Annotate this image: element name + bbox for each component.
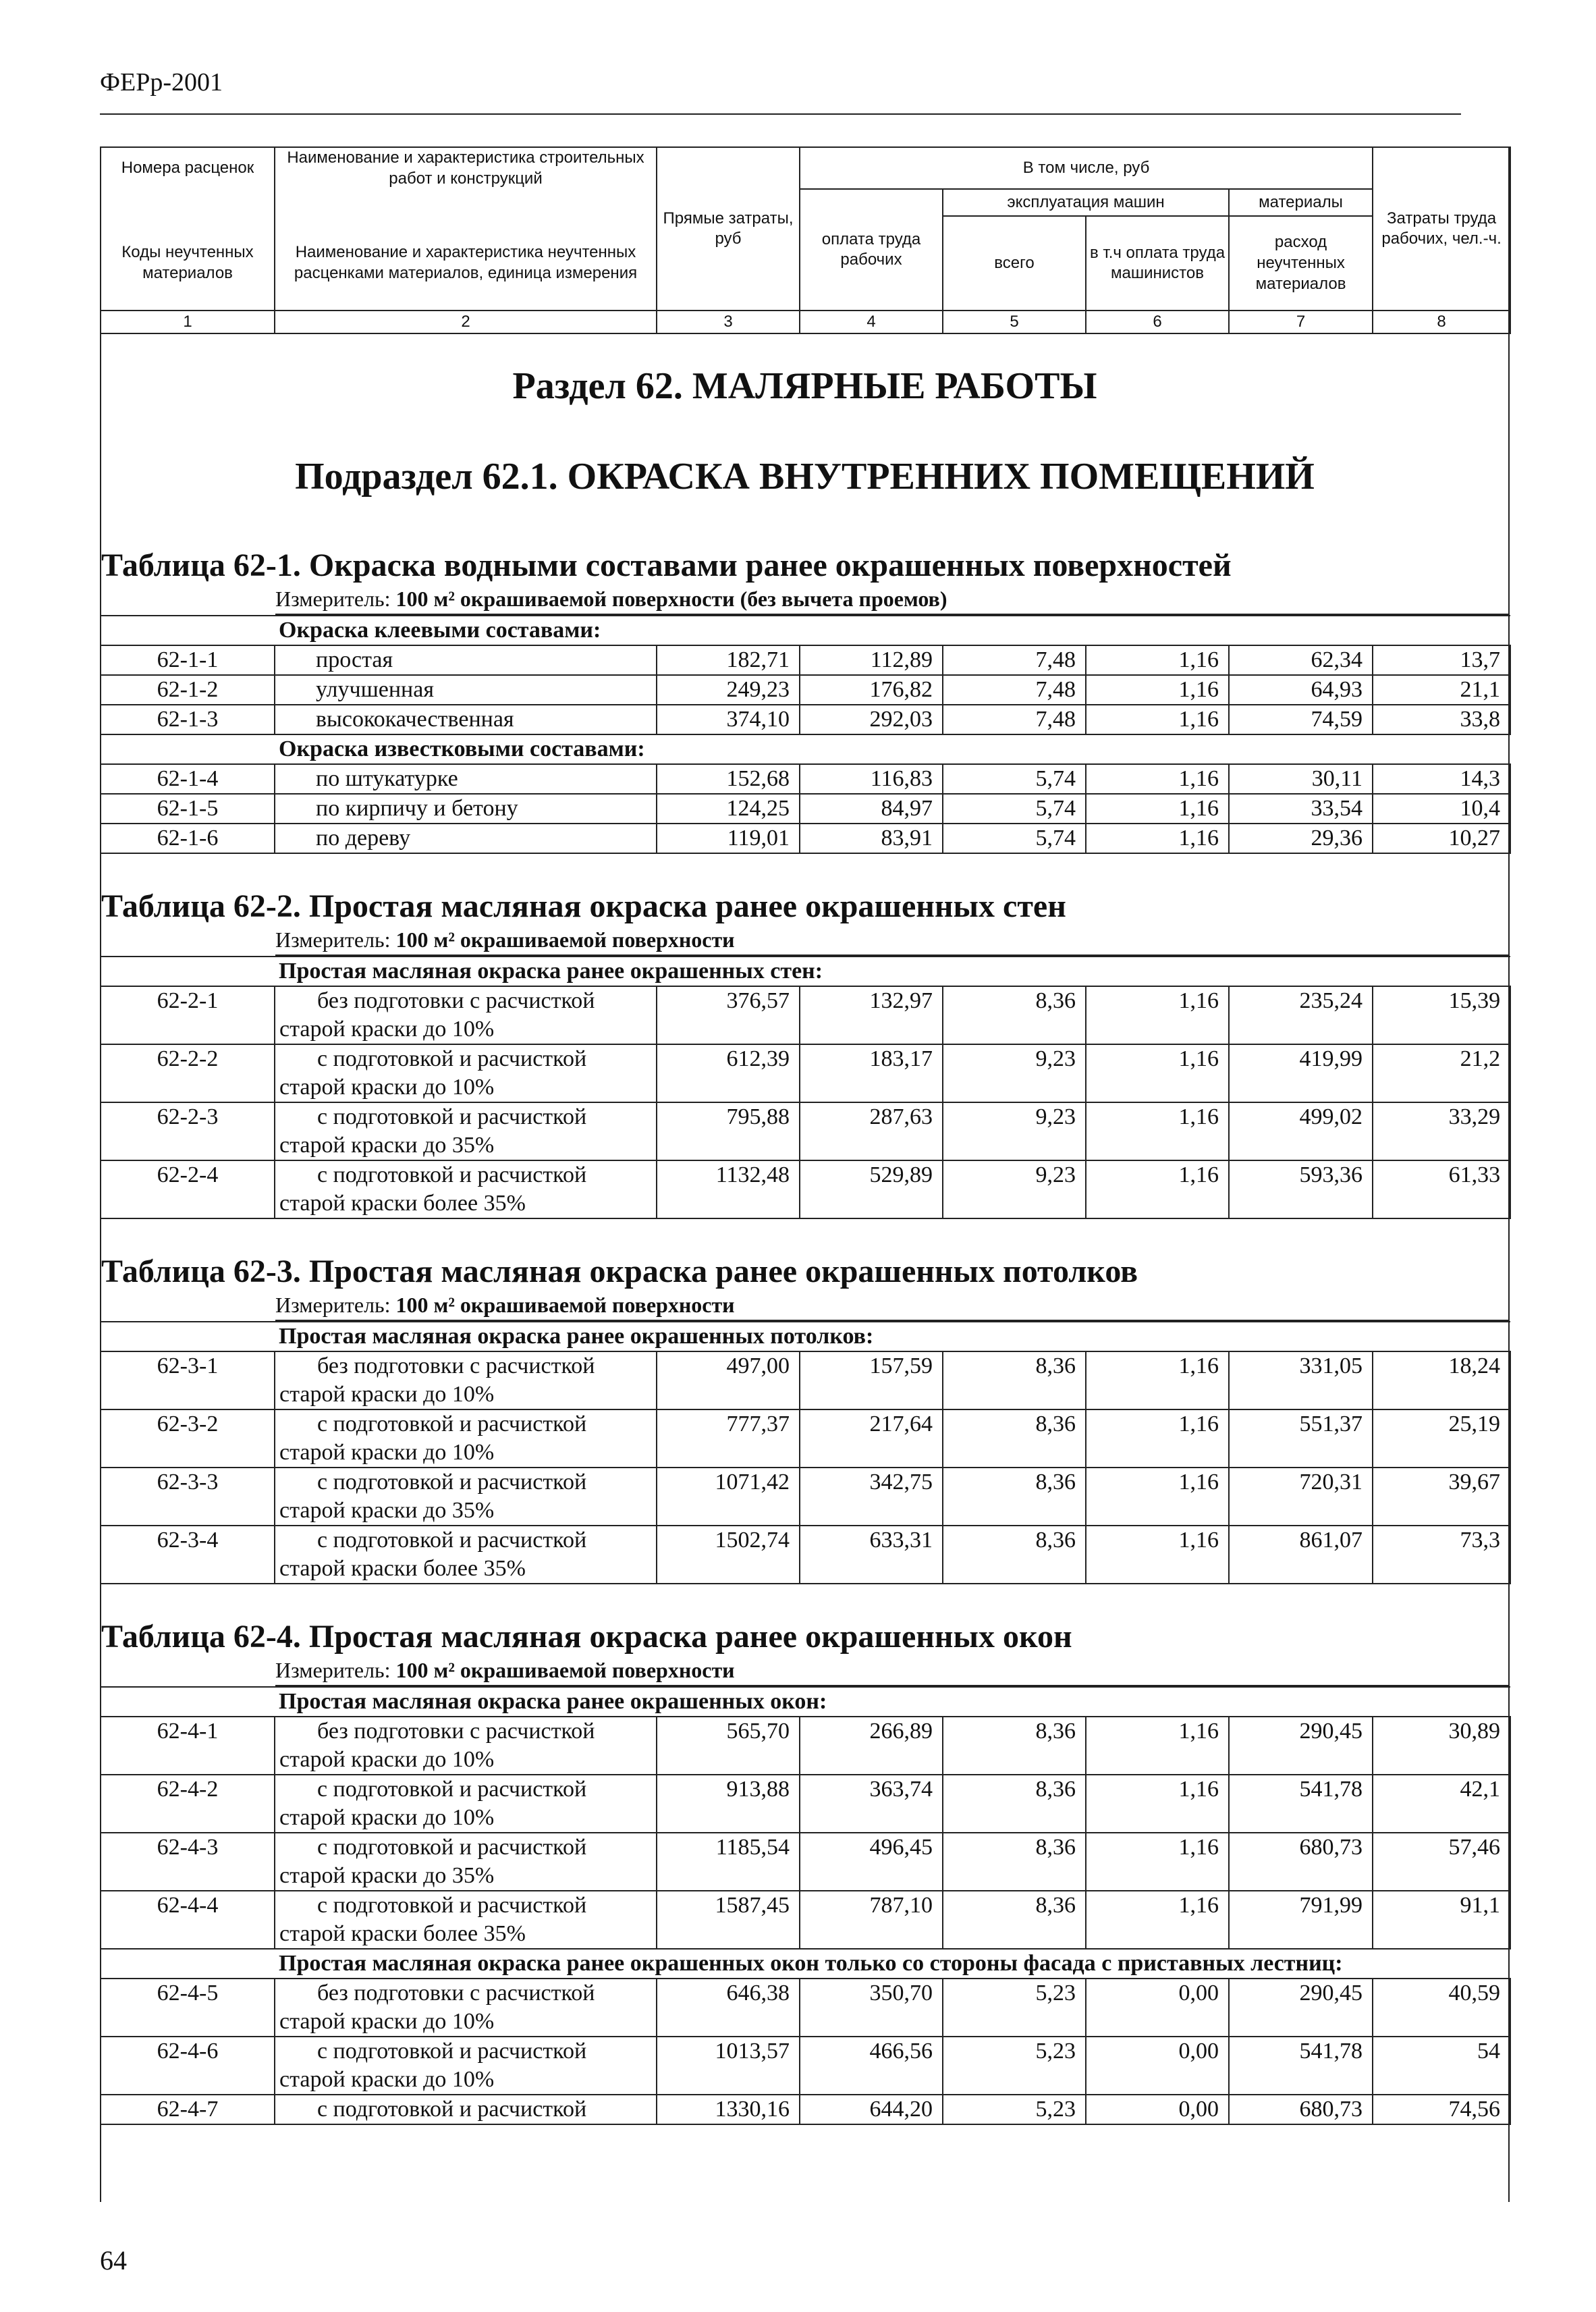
value-cell: 57,46	[1373, 1833, 1510, 1891]
work-name-cont: старой краски до 10%	[279, 2009, 495, 2034]
work-name-cont: старой краски до 10%	[279, 1440, 495, 1465]
value-cell: 1,16	[1086, 986, 1229, 1044]
table-row	[101, 645, 1510, 675]
table-row	[101, 1526, 1510, 1584]
rates-table	[100, 1321, 1511, 1584]
rate-code: 62-2-3	[101, 1102, 275, 1160]
col-material-codes-header: Коды неучтенных материалов	[101, 216, 275, 311]
value-cell: 680,73	[1229, 2095, 1373, 2124]
value-cell: 1132,48	[657, 1160, 800, 1218]
value-cell: 529,89	[800, 1160, 943, 1218]
section-title: Раздел 62. МАЛЯРНЫЕ РАБОТЫ	[512, 365, 1097, 407]
value-cell: 249,23	[657, 675, 800, 705]
value-cell: 119,01	[657, 824, 800, 853]
rate-code: 62-4-5	[101, 1979, 275, 2037]
value-cell: 292,03	[800, 705, 943, 734]
value-cell: 21,2	[1373, 1044, 1510, 1102]
rate-code: 62-2-1	[101, 986, 275, 1044]
value-cell: 331,05	[1229, 1351, 1373, 1409]
table-row	[101, 1102, 1510, 1160]
subsection-title: Подраздел 62.1. ОКРАСКА ВНУТРЕННИХ ПОМЕЩЕНИЙ	[295, 456, 1315, 498]
col-machines-total-header: всего	[943, 216, 1086, 311]
work-name: с подготовкой и расчисткой	[317, 1046, 587, 1071]
value-cell: 374,10	[657, 705, 800, 734]
value-cell: 1,16	[1086, 1468, 1229, 1526]
work-name-cont: старой краски до 10%	[279, 1075, 495, 1100]
value-cell: 112,89	[800, 645, 943, 675]
value-cell: 787,10	[800, 1891, 943, 1949]
col-operator-wages-header: в т.ч оплата труда машинистов	[1086, 216, 1229, 311]
value-cell: 8,36	[943, 1409, 1086, 1468]
value-cell: 8,36	[943, 986, 1086, 1044]
rate-code: 62-1-4	[101, 764, 275, 794]
value-cell: 1,16	[1086, 1717, 1229, 1775]
value-cell: 29,36	[1229, 824, 1373, 853]
rate-code: 62-3-1	[101, 1351, 275, 1409]
measure-unit: Измеритель: 100 м² окрашиваемой поверхности	[275, 925, 1510, 956]
value-cell: 39,67	[1373, 1468, 1510, 1526]
value-cell: 8,36	[943, 1775, 1086, 1833]
group-heading: Простая масляная окраска ранее окрашенных потолков:	[275, 1322, 1510, 1351]
work-name-cont: старой краски более 35%	[279, 1191, 526, 1216]
col-material-use-header: расход неучтенных материалов	[1229, 216, 1373, 311]
value-cell: 1,16	[1086, 645, 1229, 675]
value-cell: 0,00	[1086, 2095, 1229, 2124]
rate-code: 62-4-1	[101, 1717, 275, 1775]
value-cell: 1,16	[1086, 824, 1229, 853]
value-cell: 1,16	[1086, 675, 1229, 705]
table-row	[101, 1979, 1510, 2037]
value-cell: 565,70	[657, 1717, 800, 1775]
value-cell: 42,1	[1373, 1775, 1510, 1833]
table-title: Таблица 62-4. Простая масляная окраска ранее окрашенных окон	[101, 1619, 1072, 1655]
work-name: без подготовки с расчисткой	[317, 1353, 595, 1378]
value-cell: 1,16	[1086, 1891, 1229, 1949]
value-cell: 1,16	[1086, 1044, 1229, 1102]
work-name: с подготовкой и расчисткой	[317, 1835, 587, 1860]
rate-code: 62-1-3	[101, 705, 275, 734]
table-row	[101, 2095, 1510, 2124]
value-cell: 363,74	[800, 1775, 943, 1833]
table-row	[101, 1833, 1510, 1891]
rate-code: 62-4-4	[101, 1891, 275, 1949]
value-cell: 8,36	[943, 1891, 1086, 1949]
value-cell: 8,36	[943, 1717, 1086, 1775]
value-cell: 91,1	[1373, 1891, 1510, 1949]
value-cell: 1,16	[1086, 1833, 1229, 1891]
col-direct-costs-header: Прямые затраты, руб	[657, 147, 800, 311]
work-name: высококачественная	[275, 705, 657, 734]
value-cell: 1587,45	[657, 1891, 800, 1949]
value-cell: 64,93	[1229, 675, 1373, 705]
work-name-cont: старой краски до 10%	[279, 1382, 495, 1407]
work-name-cont: старой краски до 35%	[279, 1133, 495, 1158]
rates-table	[100, 1686, 1511, 2125]
col-name-gap	[275, 189, 657, 216]
rate-code: 62-3-3	[101, 1468, 275, 1526]
rate-code: 62-4-7	[101, 2095, 275, 2124]
header-rule	[100, 113, 1461, 115]
value-cell: 646,38	[657, 1979, 800, 2037]
col-codes-header: Номера расценок	[101, 147, 275, 189]
work-name: с подготовкой и расчисткой	[317, 1162, 587, 1187]
value-cell: 1,16	[1086, 1160, 1229, 1218]
group-heading: Простая масляная окраска ранее окрашенных окон только со стороны фасада с приставных лестниц:	[275, 1949, 1510, 1979]
value-cell: 861,07	[1229, 1526, 1373, 1584]
value-cell: 74,59	[1229, 705, 1373, 734]
value-cell: 266,89	[800, 1717, 943, 1775]
value-cell: 8,36	[943, 1526, 1086, 1584]
table-row	[101, 2037, 1510, 2095]
incl-header: В том числе, руб	[800, 147, 1373, 189]
measure-unit: Измеритель: 100 м² окрашиваемой поверхности (без вычета проемов)	[275, 584, 1510, 615]
work-name: улучшенная	[275, 675, 657, 705]
value-cell: 83,91	[800, 824, 943, 853]
materials-header: материалы	[1229, 189, 1373, 216]
machines-header: эксплуатация машин	[943, 189, 1229, 216]
rates-table	[100, 956, 1511, 1219]
value-cell: 791,99	[1229, 1891, 1373, 1949]
value-cell: 183,17	[800, 1044, 943, 1102]
value-cell: 290,45	[1229, 1979, 1373, 2037]
col-number-6: 6	[1086, 311, 1229, 333]
value-cell: 1,16	[1086, 705, 1229, 734]
value-cell: 777,37	[657, 1409, 800, 1468]
rate-code: 62-3-4	[101, 1526, 275, 1584]
work-name: простая	[275, 645, 657, 675]
value-cell: 182,71	[657, 645, 800, 675]
work-name: без подготовки с расчисткой	[317, 988, 595, 1013]
value-cell: 290,45	[1229, 1717, 1373, 1775]
table-row	[101, 794, 1510, 824]
value-cell: 593,36	[1229, 1160, 1373, 1218]
table-title: Таблица 62-3. Простая масляная окраска ранее окрашенных потолков	[101, 1254, 1138, 1289]
work-name: с подготовкой и расчисткой	[317, 2039, 587, 2064]
value-cell: 30,89	[1373, 1717, 1510, 1775]
table-row	[101, 1891, 1510, 1949]
value-cell: 795,88	[657, 1102, 800, 1160]
group-heading: Окраска известковыми составами:	[275, 734, 1510, 764]
value-cell: 8,36	[943, 1351, 1086, 1409]
table-row	[101, 1409, 1510, 1468]
value-cell: 1013,57	[657, 2037, 800, 2095]
work-name-cont: старой краски до 10%	[279, 1017, 495, 1042]
table-row	[101, 705, 1510, 734]
value-cell: 18,24	[1373, 1351, 1510, 1409]
value-cell: 10,4	[1373, 794, 1510, 824]
content	[100, 331, 1510, 2125]
rate-code: 62-4-6	[101, 2037, 275, 2095]
value-cell: 84,97	[800, 794, 943, 824]
value-cell: 54	[1373, 2037, 1510, 2095]
rates-table	[100, 615, 1511, 854]
value-cell: 62,34	[1229, 645, 1373, 675]
table-row	[101, 1044, 1510, 1102]
value-cell: 9,23	[943, 1044, 1086, 1102]
value-cell: 124,25	[657, 794, 800, 824]
value-cell: 15,39	[1373, 986, 1510, 1044]
work-name: с подготовкой и расчисткой	[317, 2097, 587, 2122]
work-name-cont: старой краски более 35%	[279, 1556, 526, 1581]
work-name: по кирпичу и бетону	[275, 794, 657, 824]
value-cell: 33,54	[1229, 794, 1373, 824]
value-cell: 350,70	[800, 1979, 943, 2037]
value-cell: 287,63	[800, 1102, 943, 1160]
rate-code: 62-4-2	[101, 1775, 275, 1833]
col-material-name-header: Наименование и характеристика неучтенных расценками материалов, единица измерения	[275, 216, 657, 311]
value-cell: 541,78	[1229, 1775, 1373, 1833]
value-cell: 913,88	[657, 1775, 800, 1833]
rate-code: 62-1-5	[101, 794, 275, 824]
table-row	[101, 1351, 1510, 1409]
column-header-table	[100, 146, 1511, 334]
value-cell: 217,64	[800, 1409, 943, 1468]
col-number-4: 4	[800, 311, 943, 333]
work-name: с подготовкой и расчисткой	[317, 1412, 587, 1436]
value-cell: 1071,42	[657, 1468, 800, 1526]
value-cell: 33,8	[1373, 705, 1510, 734]
col-number-8: 8	[1373, 311, 1510, 333]
value-cell: 235,24	[1229, 986, 1373, 1044]
group-heading: Окраска клеевыми составами:	[275, 616, 1510, 645]
value-cell: 5,23	[943, 1979, 1086, 2037]
work-name: с подготовкой и расчисткой	[317, 1528, 587, 1553]
work-name: с подготовкой и расчисткой	[317, 1470, 587, 1495]
rate-code: 62-3-2	[101, 1409, 275, 1468]
rate-code: 62-4-3	[101, 1833, 275, 1891]
value-cell: 5,74	[943, 794, 1086, 824]
value-cell: 5,23	[943, 2095, 1086, 2124]
table-row	[101, 1160, 1510, 1218]
value-cell: 33,29	[1373, 1102, 1510, 1160]
value-cell: 1,16	[1086, 1775, 1229, 1833]
value-cell: 8,36	[943, 1468, 1086, 1526]
value-cell: 7,48	[943, 705, 1086, 734]
col-number-5: 5	[943, 311, 1086, 333]
value-cell: 1185,54	[657, 1833, 800, 1891]
rate-code: 62-2-4	[101, 1160, 275, 1218]
work-name: по дереву	[275, 824, 657, 853]
value-cell: 157,59	[800, 1351, 943, 1409]
value-cell: 25,19	[1373, 1409, 1510, 1468]
value-cell: 1,16	[1086, 1102, 1229, 1160]
value-cell: 342,75	[800, 1468, 943, 1526]
work-name: с подготовкой и расчисткой	[317, 1893, 587, 1918]
page-number: 64	[100, 2245, 127, 2276]
group-heading: Простая масляная окраска ранее окрашенных стен:	[275, 957, 1510, 986]
value-cell: 0,00	[1086, 1979, 1229, 2037]
work-name: без подготовки с расчисткой	[317, 1719, 595, 1744]
work-name-cont: старой краски до 10%	[279, 1747, 495, 1772]
table-title: Таблица 62-2. Простая масляная окраска ранее окрашенных стен	[101, 888, 1066, 924]
table-row	[101, 1775, 1510, 1833]
value-cell: 612,39	[657, 1044, 800, 1102]
value-cell: 633,31	[800, 1526, 943, 1584]
work-name: по штукатурке	[275, 764, 657, 794]
value-cell: 5,74	[943, 824, 1086, 853]
rate-code: 62-1-1	[101, 645, 275, 675]
value-cell: 1,16	[1086, 1409, 1229, 1468]
col-wages-header: оплата труда рабочих	[800, 189, 943, 311]
value-cell: 40,59	[1373, 1979, 1510, 2037]
value-cell: 644,20	[800, 2095, 943, 2124]
table-row	[101, 675, 1510, 705]
value-cell: 1,16	[1086, 794, 1229, 824]
col-labor-hours-header: Затраты труда рабочих, чел.-ч.	[1373, 147, 1510, 311]
value-cell: 466,56	[800, 2037, 943, 2095]
value-cell: 5,23	[943, 2037, 1086, 2095]
work-name-cont: старой краски до 35%	[279, 1498, 495, 1523]
value-cell: 21,1	[1373, 675, 1510, 705]
value-cell: 5,74	[943, 764, 1086, 794]
rate-code: 62-2-2	[101, 1044, 275, 1102]
value-cell: 1502,74	[657, 1526, 800, 1584]
value-cell: 8,36	[943, 1833, 1086, 1891]
rate-code: 62-1-6	[101, 824, 275, 853]
col-number-2: 2	[275, 311, 657, 333]
value-cell: 152,68	[657, 764, 800, 794]
work-name: с подготовкой и расчисткой	[317, 1777, 587, 1802]
table-title: Таблица 62-1. Окраска водными составами ранее окрашенных поверхностей	[101, 547, 1232, 583]
value-cell: 73,3	[1373, 1526, 1510, 1584]
value-cell: 1330,16	[657, 2095, 800, 2124]
work-name-cont: старой краски до 35%	[279, 1863, 495, 1888]
group-heading: Простая масляная окраска ранее окрашенных окон:	[275, 1687, 1510, 1717]
value-cell: 176,82	[800, 675, 943, 705]
measure-unit: Измеритель: 100 м² окрашиваемой поверхности	[275, 1290, 1510, 1321]
col-number-3: 3	[657, 311, 800, 333]
work-name-cont: старой краски до 10%	[279, 2067, 495, 2092]
work-name-cont: старой краски более 35%	[279, 1921, 526, 1946]
value-cell: 132,97	[800, 986, 943, 1044]
value-cell: 376,57	[657, 986, 800, 1044]
value-cell: 419,99	[1229, 1044, 1373, 1102]
value-cell: 14,3	[1373, 764, 1510, 794]
value-cell: 720,31	[1229, 1468, 1373, 1526]
value-cell: 1,16	[1086, 1351, 1229, 1409]
table-row	[101, 824, 1510, 853]
table-row	[101, 764, 1510, 794]
value-cell: 496,45	[800, 1833, 943, 1891]
work-name-cont: старой краски до 10%	[279, 1805, 495, 1830]
col-number-1: 1	[101, 311, 275, 333]
value-cell: 0,00	[1086, 2037, 1229, 2095]
col-number-7: 7	[1229, 311, 1373, 333]
value-cell: 13,7	[1373, 645, 1510, 675]
document-code: ФЕРр-2001	[100, 68, 223, 97]
value-cell: 116,83	[800, 764, 943, 794]
work-name: с подготовкой и расчисткой	[317, 1104, 587, 1129]
value-cell: 61,33	[1373, 1160, 1510, 1218]
table-row	[101, 986, 1510, 1044]
value-cell: 74,56	[1373, 2095, 1510, 2124]
value-cell: 10,27	[1373, 824, 1510, 853]
measure-unit: Измеритель: 100 м² окрашиваемой поверхности	[275, 1655, 1510, 1686]
value-cell: 499,02	[1229, 1102, 1373, 1160]
value-cell: 9,23	[943, 1102, 1086, 1160]
work-name: без подготовки с расчисткой	[317, 1981, 595, 2006]
col-codes-gap	[101, 189, 275, 216]
value-cell: 7,48	[943, 645, 1086, 675]
table-row	[101, 1717, 1510, 1775]
table-row	[101, 1468, 1510, 1526]
value-cell: 541,78	[1229, 2037, 1373, 2095]
value-cell: 30,11	[1229, 764, 1373, 794]
value-cell: 7,48	[943, 675, 1086, 705]
rate-code: 62-1-2	[101, 675, 275, 705]
value-cell: 9,23	[943, 1160, 1086, 1218]
value-cell: 497,00	[657, 1351, 800, 1409]
col-name-header: Наименование и характеристика строительных работ и конструкций	[275, 147, 657, 189]
value-cell: 1,16	[1086, 1526, 1229, 1584]
value-cell: 680,73	[1229, 1833, 1373, 1891]
value-cell: 551,37	[1229, 1409, 1373, 1468]
value-cell: 1,16	[1086, 764, 1229, 794]
